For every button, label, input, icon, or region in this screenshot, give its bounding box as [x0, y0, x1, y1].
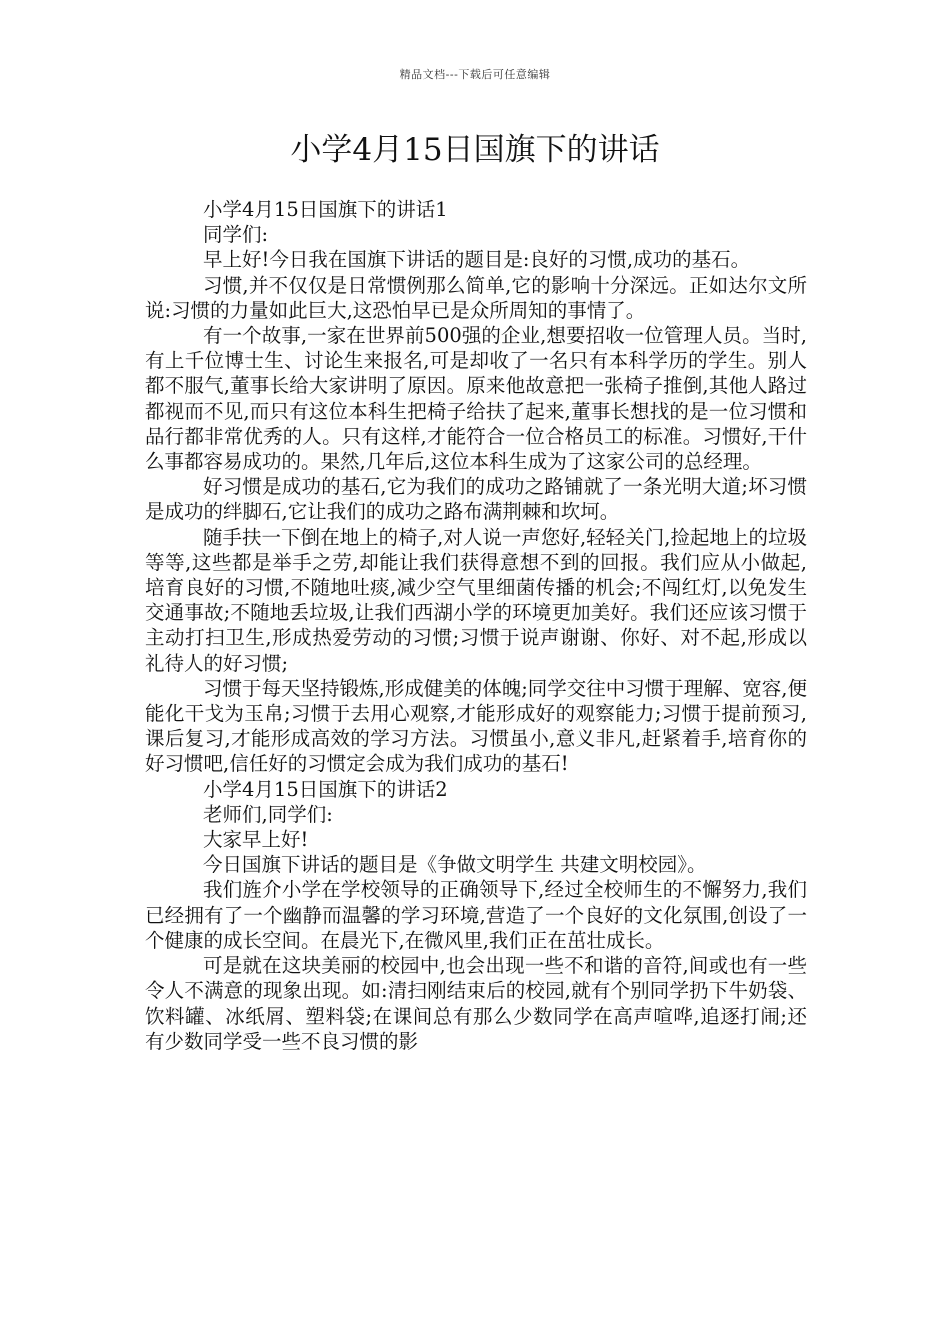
- paragraph: 有一个故事,一家在世界前500强的企业,想要招收一位管理人员。当时,有上千位博士生、讨论生来报名,可是却收了一名只有本科学历的学生。别人都不服气,董事长给大家讲明了原因。原来他故意把一张椅子推倒,其他人路过都视而不见,而只有这位本科生把椅子给扶了起来,董事长想找的是一位习惯和品行都非常优秀的人。只有这样,才能符合一位合格员工的标准。习惯好,干什么事都容易成功的。果然,几年后,这位本科生成为了这家公司的总经理。: [145, 324, 807, 474]
- document-title: 小学4月15日国旗下的讲话: [290, 132, 660, 168]
- paragraph: 习惯于每天坚持锻炼,形成健美的体魄;同学交往中习惯于理解、宽容,便能化干戈为玉帛;习惯于去用心观察,才能形成好的观察能力;习惯于提前预习,课后复习,才能形成高效的学习方法。习惯虽小,意义非凡,赶紧着手,培育你的好习惯吧,信任好的习惯定会成为我们成功的基石!: [145, 676, 807, 776]
- subheading-speech-2: 小学4月15日国旗下的讲话2: [203, 777, 448, 801]
- subheading-speech-1: 小学4月15日国旗下的讲话1: [203, 198, 448, 221]
- paragraph: 早上好!今日我在国旗下讲话的题目是:良好的习惯,成功的基石。: [203, 248, 751, 272]
- paragraph: 好习惯是成功的基石,它为我们的成功之路铺就了一条光明大道;坏习惯是成功的绊脚石,它让我们的成功之路布满荆棘和坎坷。: [145, 475, 807, 524]
- paragraph: 可是就在这块美丽的校园中,也会出现一些不和谐的音符,间或也有一些令人不满意的现象出现。如:清扫刚结束后的校园,就有个别同学扔下牛奶袋、饮料罐、冰纸屑、塑料袋;在课间总有那么少数同学在高声喧哗,追逐打闹;还有少数同学受一些不良习惯的影: [145, 954, 807, 1053]
- salutation: 同学们:: [203, 223, 269, 247]
- salutation: 老师们,同学们:: [203, 802, 333, 826]
- paragraph: 随手扶一下倒在地上的椅子,对人说一声您好,轻轻关门,捡起地上的垃圾等等,这些都是举手之劳,却能让我们获得意想不到的回报。我们应从小做起,培育良好的习惯,不随地吐痰,减少空气里细菌传播的机会;不闯红灯,以免发生交通事故;不随地丢垃圾,让我们西湖小学的环境更加美好。我们还应该习惯于主动打扫卫生,形成热爱劳动的习惯;习惯于说声谢谢、你好、对不起,形成以礼待人的好习惯;: [145, 525, 807, 675]
- paragraph: 今日国旗下讲话的题目是《争做文明学生 共建文明校园》。: [203, 853, 707, 877]
- greeting: 大家早上好!: [203, 828, 309, 852]
- paragraph: 我们旌介小学在学校领导的正确领导下,经过全校师生的不懈努力,我们已经拥有了一个幽静而温馨的学习环境,营造了一个良好的文化氛围,创设了一个健康的成长空间。在晨光下,在微风里,我们正在茁壮成长。: [145, 878, 807, 952]
- paragraph: 习惯,并不仅仅是日常惯例那么简单,它的影响十分深远。正如达尔文所说:习惯的力量如此巨大,这恐怕早已是众所周知的事情了。: [145, 273, 807, 322]
- header-note: 精品文档---下载后可任意编辑: [399, 68, 551, 81]
- document-body: [145, 197, 807, 1054]
